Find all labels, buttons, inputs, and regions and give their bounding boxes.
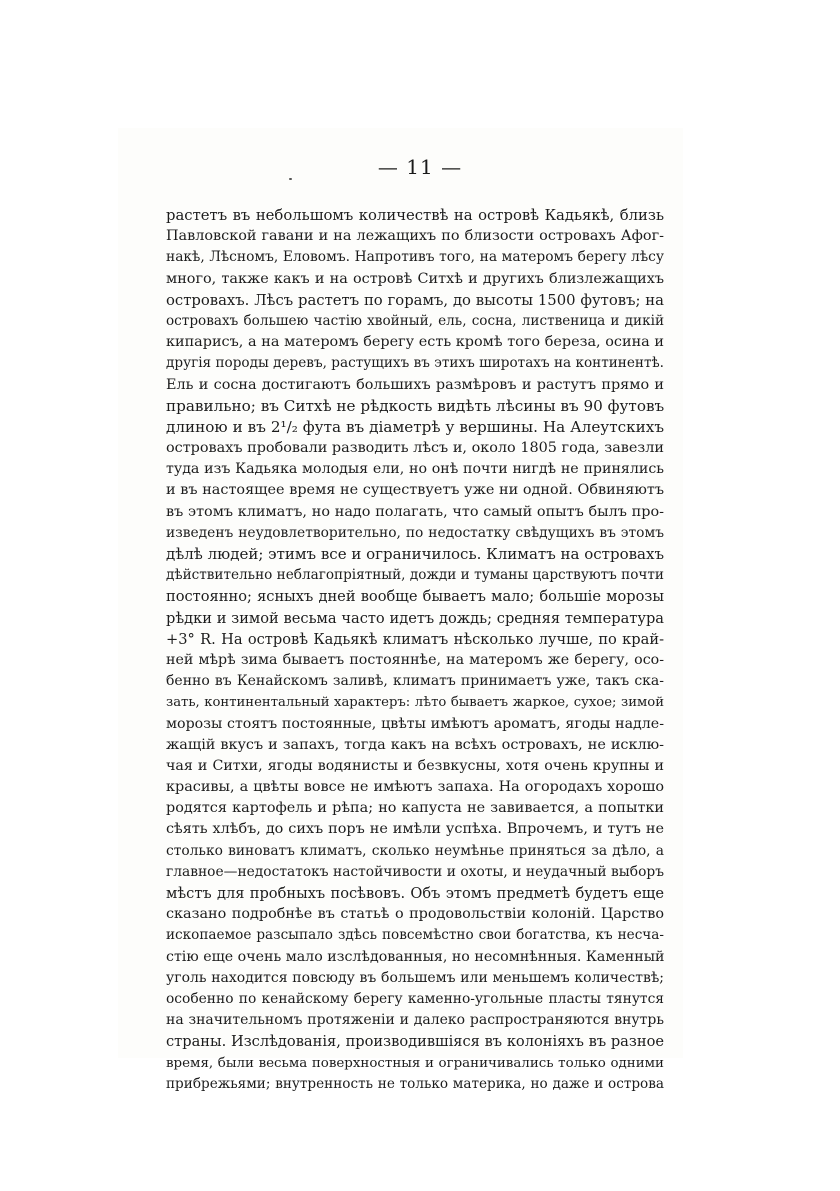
text-line: дѣйствительно неблагопріятный, дожди и туманы царствуютъ почти	[166, 567, 664, 584]
text-line: туда изъ Кадьяка молодыя ели, но онѣ почти нигдѣ не принялись	[166, 461, 664, 478]
body-text	[166, 205, 664, 1095]
text-line: рѣдки и зимой весьма часто идетъ дождь; средняя температура	[166, 609, 664, 627]
text-line: страны. Изслѣдованія, производившіяся въ колоніяхъ въ разное	[166, 1033, 664, 1051]
text-line: жащій вкусъ и запахъ, тогда какъ на всѣхъ островахъ, не исклю-	[166, 736, 664, 753]
text-line: другія породы деревъ, растущихъ въ этихъ широтахъ на континентѣ.	[166, 355, 664, 372]
text-line: островахъ большею частію хвойный, ель, сосна, лиственица и дикій	[166, 312, 664, 329]
text-line: растетъ въ небольшомъ количествѣ на островѣ Кадьякѣ, близь	[166, 207, 664, 224]
text-line: +3° R. На островѣ Кадьякѣ климатъ нѣсколько лучше, по край-	[166, 630, 664, 648]
text-line: прибрежьями; внутренность не только материка, но даже и острова	[166, 1075, 664, 1092]
text-line: Ель и сосна достигаютъ большихъ размѣровъ и растутъ прямо и	[166, 376, 664, 393]
text-line: изведенъ неудовлетворительно, по недостатку свѣдущихъ въ этомъ	[166, 524, 664, 541]
text-line: главное—недостатокъ настойчивости и охоты, и неудачный выборъ	[166, 863, 664, 880]
text-line: и въ настоящее время не существуетъ уже ни одной. Обвиняютъ	[166, 482, 664, 499]
text-line: стію еще очень мало изслѣдованныя, но несомнѣнныя. Каменный	[166, 948, 665, 965]
text-line: столько виноватъ климатъ, сколько неумѣнье приняться за дѣло, а	[166, 842, 664, 859]
page-number: — 11 —	[377, 155, 463, 179]
text-line: въ этомъ климатъ, но надо полагать, что самый опытъ былъ про-	[166, 503, 664, 520]
text-line: родятся картофель и рѣпа; но капуста не завивается, а попытки	[166, 800, 664, 817]
text-line: много, также какъ и на островѣ Ситхѣ и другихъ близлежащихъ	[166, 270, 664, 287]
ink-speck	[289, 178, 292, 180]
text-line: особенно по кенайскому берегу каменно-угольные пласты тянутся	[166, 990, 664, 1007]
text-line: островахъ пробовали разводить лѣсъ и, около 1805 года, завезли	[166, 440, 664, 457]
text-line: сказано подробнѣе въ статьѣ о продовольствіи колоній. Царство	[166, 906, 664, 923]
text-line: мѣстъ для пробныхъ посѣвовъ. Объ этомъ предметѣ будетъ еще	[166, 885, 664, 902]
text-line: чая и Ситхи, ягоды водянисты и безвкусны, хотя очень крупны и	[166, 757, 664, 774]
text-line: ней мѣрѣ зима бываетъ постояннѣе, на матеромъ же берегу, осо-	[166, 651, 664, 668]
text-line: Павловской гавани и на лежащихъ по близости островахъ Афог-	[166, 228, 664, 245]
text-line: время, были весьма поверхностныя и ограничивались только одними	[166, 1055, 664, 1071]
text-line: кипарисъ, а на матеромъ берегу есть кромѣ того береза, осина и	[166, 334, 664, 351]
text-line: длиною и въ 2¹/₂ фута въ діаметрѣ у вершины. На Алеутскихъ	[166, 417, 664, 436]
text-line: постоянно; ясныхъ дней вообще бываетъ мало; большіе морозы	[166, 588, 664, 606]
text-line: сѣять хлѣбъ, до сихъ поръ не имѣли успѣха. Впрочемъ, и тутъ не	[166, 821, 664, 838]
text-line: дѣлѣ людей; этимъ все и ограничилось. Климатъ на островахъ	[166, 545, 664, 563]
text-line: ископаемое разсыпало здѣсь повсемѣстно свои богатства, къ несча-	[166, 927, 664, 944]
text-line: зать, континентальный характеръ: лѣто бываетъ жаркое, сухое; зимой	[166, 695, 664, 711]
text-line: правильно; въ Ситхѣ не рѣдкость видѣть лѣсины въ 90 футовъ	[166, 396, 665, 415]
text-line: уголь находится повсюду въ большемъ или меньшемъ количествѣ;	[166, 969, 664, 986]
text-line: островахъ. Лѣсъ растетъ по горамъ, до высоты 1500 футовъ; на	[166, 291, 664, 309]
text-line: бенно въ Кенайскомъ заливѣ, климатъ принимаетъ уже, такъ ска-	[166, 673, 664, 690]
text-line: морозы стоятъ постоянные, цвѣты имѣютъ ароматъ, ягоды надле-	[166, 715, 664, 732]
text-line: накѣ, Лѣсномъ, Еловомъ. Напротивъ того, на матеромъ берегу лѣсу	[166, 249, 664, 266]
text-line: на значительномъ протяженіи и далеко распространяются внутрь	[166, 1012, 664, 1029]
text-line: красивы, а цвѣты вовсе не имѣютъ запаха. На огородахъ хорошо	[166, 779, 664, 796]
